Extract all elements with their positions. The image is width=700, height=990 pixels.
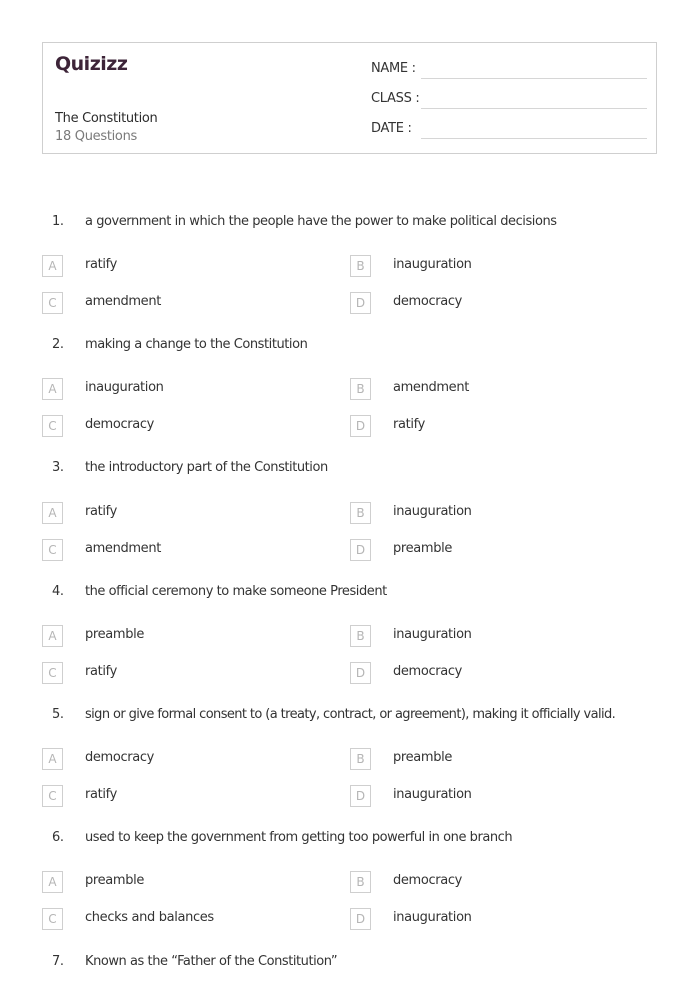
option-letter-box: C bbox=[42, 292, 63, 314]
option-letter-box: A bbox=[42, 625, 63, 647]
option-text: inauguration bbox=[393, 257, 472, 272]
class-field bbox=[371, 89, 647, 119]
class-input-line[interactable] bbox=[421, 108, 647, 109]
date-field bbox=[371, 119, 647, 149]
option-text: democracy bbox=[393, 873, 463, 888]
option-text: preamble bbox=[85, 873, 145, 888]
class-label: CLASS : bbox=[371, 91, 420, 106]
option-letter-box: C bbox=[42, 415, 63, 437]
option-text: preamble bbox=[85, 627, 145, 642]
quizizz-logo: Quizizz bbox=[55, 53, 128, 75]
option-text: inauguration bbox=[393, 627, 472, 642]
option-letter-box: A bbox=[42, 255, 63, 277]
option-text: democracy bbox=[85, 417, 155, 432]
option-letter-box: C bbox=[42, 908, 63, 930]
question-text: used to keep the government from getting too powerful in one branch bbox=[85, 830, 513, 845]
worksheet-header bbox=[42, 42, 657, 154]
option-letter-box: A bbox=[42, 871, 63, 893]
question-number: 6. bbox=[52, 830, 64, 845]
option-text: ratify bbox=[85, 257, 117, 272]
option-letter-box: B bbox=[350, 502, 371, 524]
option-text: amendment bbox=[393, 380, 469, 395]
option-text: checks and balances bbox=[85, 910, 214, 925]
date-input-line[interactable] bbox=[421, 138, 647, 139]
option-letter-box: C bbox=[42, 539, 63, 561]
option-text: democracy bbox=[393, 294, 463, 309]
option-letter-box: C bbox=[42, 785, 63, 807]
name-field bbox=[371, 59, 647, 89]
question-count: 18 Questions bbox=[55, 129, 137, 144]
student-info-fields bbox=[371, 59, 647, 149]
option-letter-box: A bbox=[42, 748, 63, 770]
option-text: democracy bbox=[393, 664, 463, 679]
question-text: the official ceremony to make someone President bbox=[85, 584, 387, 599]
option-letter-box: B bbox=[350, 871, 371, 893]
option-letter-box: A bbox=[42, 378, 63, 400]
question-number: 1. bbox=[52, 214, 64, 229]
question-number: 4. bbox=[52, 584, 64, 599]
option-letter-box: C bbox=[42, 662, 63, 684]
option-text: inauguration bbox=[393, 787, 472, 802]
question-text: sign or give formal consent to (a treaty, contract, or agreement), making it officially valid. bbox=[85, 707, 616, 722]
question-text: a government in which the people have the power to make political decisions bbox=[85, 214, 557, 229]
option-letter-box: B bbox=[350, 748, 371, 770]
option-letter-box: B bbox=[350, 625, 371, 647]
option-letter-box: D bbox=[350, 415, 371, 437]
date-label: DATE : bbox=[371, 121, 412, 136]
option-text: inauguration bbox=[85, 380, 164, 395]
question-number: 3. bbox=[52, 460, 64, 475]
option-text: amendment bbox=[85, 541, 161, 556]
question-text: Known as the “Father of the Constitution” bbox=[85, 954, 338, 969]
option-text: inauguration bbox=[393, 910, 472, 925]
question-number: 7. bbox=[52, 954, 64, 969]
question-number: 5. bbox=[52, 707, 64, 722]
option-letter-box: B bbox=[350, 378, 371, 400]
question-text: making a change to the Constitution bbox=[85, 337, 308, 352]
name-input-line[interactable] bbox=[421, 78, 647, 79]
option-text: preamble bbox=[393, 541, 453, 556]
option-letter-box: D bbox=[350, 662, 371, 684]
option-text: ratify bbox=[85, 664, 117, 679]
option-letter-box: D bbox=[350, 539, 371, 561]
option-text: amendment bbox=[85, 294, 161, 309]
option-letter-box: D bbox=[350, 292, 371, 314]
option-letter-box: D bbox=[350, 908, 371, 930]
question-text: the introductory part of the Constitution bbox=[85, 460, 328, 475]
quiz-title: The Constitution bbox=[55, 111, 158, 126]
option-text: ratify bbox=[85, 787, 117, 802]
option-letter-box: D bbox=[350, 785, 371, 807]
option-text: ratify bbox=[85, 504, 117, 519]
option-text: ratify bbox=[393, 417, 425, 432]
question-number: 2. bbox=[52, 337, 64, 352]
option-text: democracy bbox=[85, 750, 155, 765]
option-letter-box: A bbox=[42, 502, 63, 524]
option-text: preamble bbox=[393, 750, 453, 765]
option-text: inauguration bbox=[393, 504, 472, 519]
name-label: NAME : bbox=[371, 61, 416, 76]
option-letter-box: B bbox=[350, 255, 371, 277]
